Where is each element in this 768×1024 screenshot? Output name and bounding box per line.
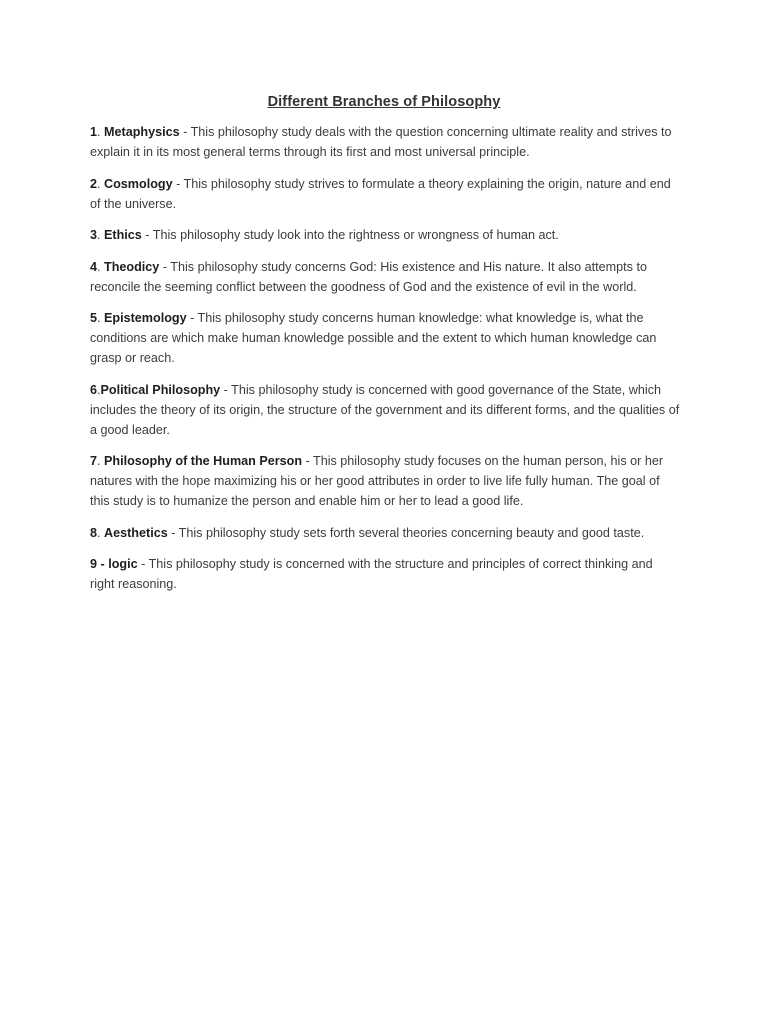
- entry-separator: .: [97, 228, 105, 242]
- entry-separator: .: [97, 382, 101, 397]
- entry-separator: .: [97, 259, 105, 274]
- entry-term: Political Philosophy: [100, 382, 221, 397]
- entry-description: - This philosophy study is concerned with good governance of the State, which includes the theory of its origin, the structure of the government and its different forms, and the qualities of a good leader.: [90, 382, 680, 437]
- entry-separator: .: [97, 176, 105, 191]
- entry-term: Philosophy of the Human Person: [104, 454, 303, 468]
- entry-description: - This philosophy study deals with the question concerning ultimate reality and strives to explain it in its most general terms through its first and most universal principle.: [90, 125, 672, 159]
- entry-term: Ethics: [104, 228, 142, 242]
- entry-term: Aesthetics: [104, 525, 168, 540]
- entry-separator: .: [97, 311, 105, 325]
- entry-term: Cosmology: [104, 176, 173, 191]
- entry-term: Theodicy: [104, 259, 160, 274]
- list-item: [90, 554, 680, 594]
- entry-description: - This philosophy study concerns God: His existence and His nature. It also attempts to reconcile the seeming conflict between the goodness of God and the existence of evil in the world.: [90, 259, 647, 294]
- entry-description: - This philosophy study sets forth several theories concerning beauty and good taste.: [167, 525, 645, 540]
- entry-number: 8: [90, 525, 98, 540]
- entry-number: 3: [90, 228, 98, 242]
- entry-separator: .: [97, 525, 105, 540]
- entry-number: 9: [90, 557, 98, 571]
- entry-separator: -: [97, 557, 109, 571]
- list-item: [90, 451, 680, 511]
- list-item: [90, 523, 680, 543]
- entry-number: 5: [90, 311, 98, 325]
- list-item: [90, 380, 680, 440]
- entry-term: Metaphysics: [104, 125, 180, 139]
- list-item: [90, 122, 680, 162]
- branches-list: [90, 122, 680, 606]
- entry-description: - This philosophy study is concerned with the structure and principles of correct thinking and right reasoning.: [90, 557, 653, 591]
- entry-number: 6: [90, 382, 98, 397]
- list-item: [90, 308, 680, 368]
- entry-number: 1: [90, 125, 98, 139]
- entry-description: - This philosophy study focuses on the human person, his or her natures with the hope maximizing his or her good attributes in order to live life fully human. The goal of this study is to humanize the person and enable him or her to lead a good life.: [90, 454, 664, 508]
- entry-term: Epistemology: [104, 311, 187, 325]
- entry-number: 4: [90, 259, 98, 274]
- list-item: [90, 174, 680, 214]
- entry-description: - This philosophy study look into the rightness or wrongness of human act.: [141, 228, 559, 242]
- entry-description: - This philosophy study strives to formulate a theory explaining the origin, nature and end of the universe.: [90, 176, 671, 211]
- entry-number: 7: [90, 454, 98, 468]
- entry-separator: .: [97, 125, 105, 139]
- entry-number: 2: [90, 176, 98, 191]
- list-item: [90, 225, 680, 245]
- document-title: Different Branches of Philosophy: [267, 94, 501, 110]
- entry-term: logic: [108, 557, 138, 571]
- list-item: [90, 257, 680, 297]
- entry-separator: .: [97, 454, 105, 468]
- entry-description: - This philosophy study concerns human knowledge: what knowledge is, what the conditions are which make human knowledge possible and the extent to which human knowledge can grasp or reach.: [90, 311, 657, 365]
